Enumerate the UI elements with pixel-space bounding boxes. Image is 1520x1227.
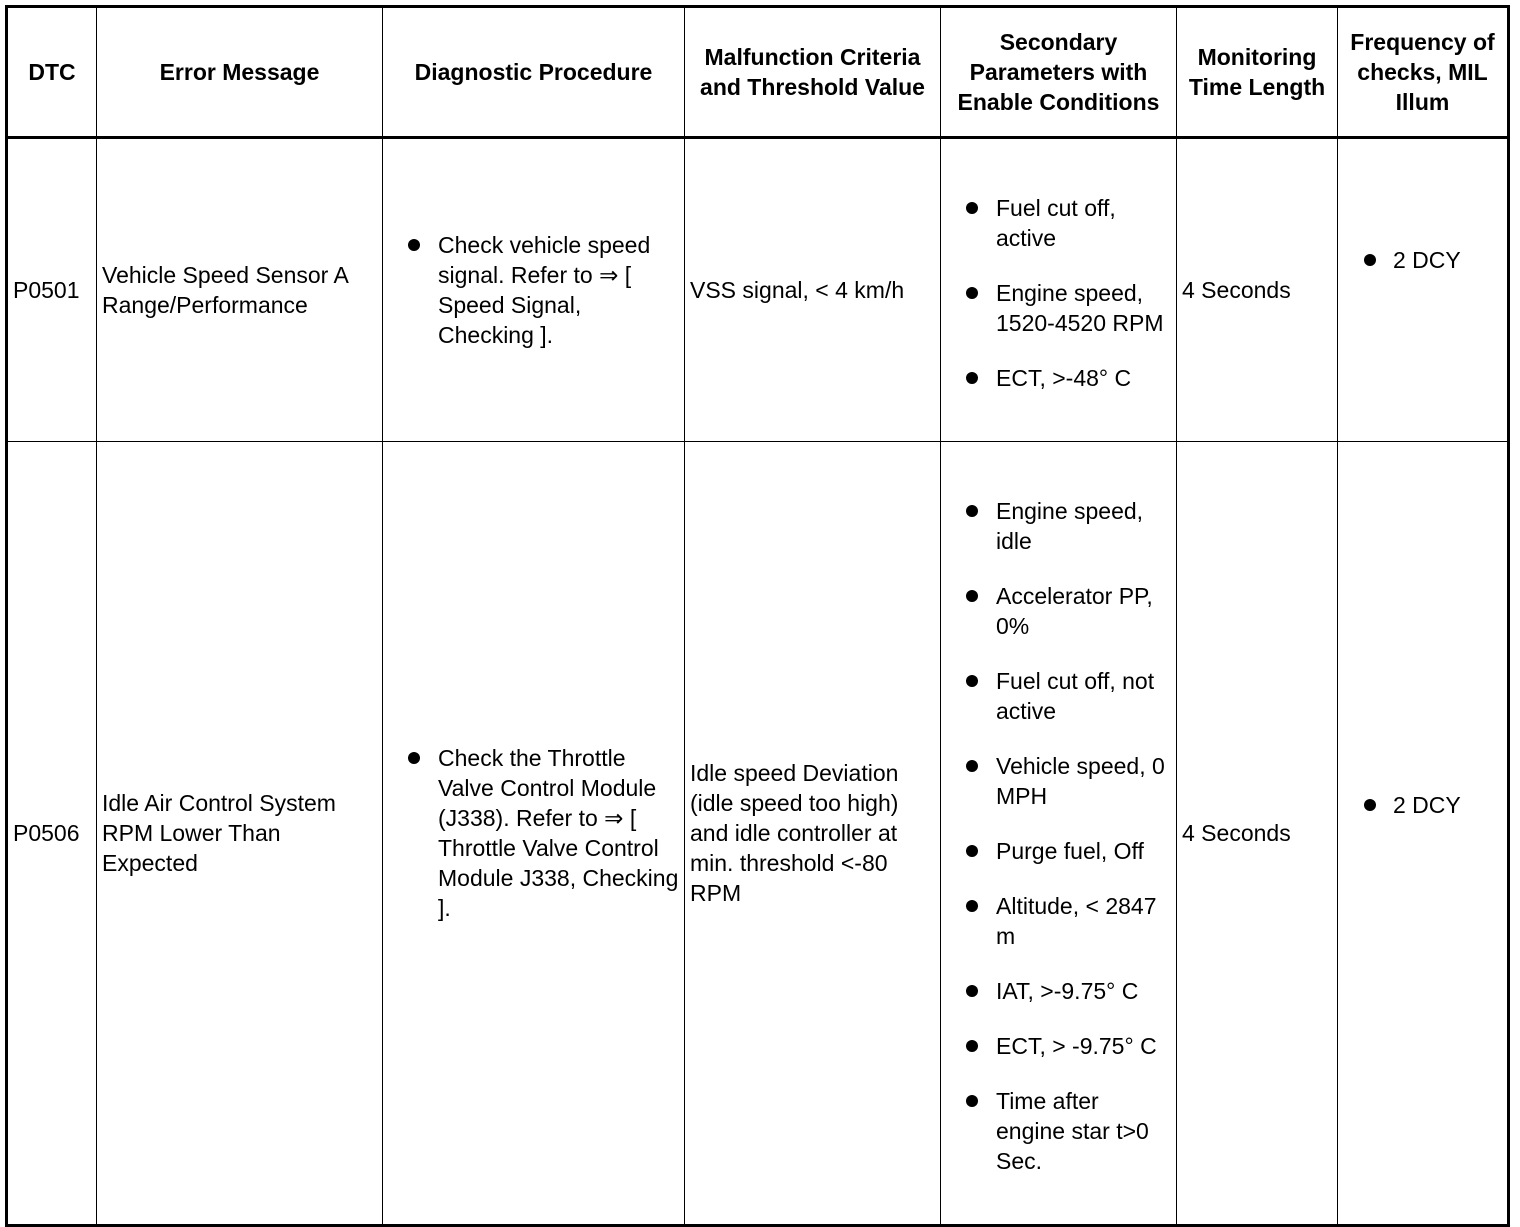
bullet-icon xyxy=(408,752,420,764)
list-item: Vehicle speed, 0 MPH xyxy=(946,751,1173,811)
bullet-icon xyxy=(966,760,978,772)
header-diagnostic-procedure: Diagnostic Procedure xyxy=(383,7,685,138)
list-item: 2 DCY xyxy=(1343,245,1504,275)
cell-frequency xyxy=(1338,442,1509,1226)
cell-error-message: Idle Air Control System RPM Lower Than Expected xyxy=(97,442,383,1226)
list-item: Altitude, < 2847 m xyxy=(946,891,1173,951)
bullet-icon xyxy=(1364,799,1376,811)
bullet-icon xyxy=(966,900,978,912)
bullet-icon xyxy=(966,202,978,214)
header-malfunction-criteria: Malfunction Criteria and Threshold Value xyxy=(685,7,941,138)
bullet-icon xyxy=(966,985,978,997)
list-item: IAT, >-9.75° C xyxy=(946,976,1173,1006)
header-error-message: Error Message xyxy=(97,7,383,138)
bullet-icon xyxy=(966,675,978,687)
bullet-icon xyxy=(966,590,978,602)
dtc-table xyxy=(5,5,1510,1227)
cell-malfunction-criteria: Idle speed Deviation (idle speed too high) and idle controller at min. threshold <-80 RPM xyxy=(685,442,941,1226)
frequency-list xyxy=(1343,245,1504,275)
bullet-icon xyxy=(1364,254,1376,266)
cell-diagnostic-procedure xyxy=(383,442,685,1226)
bullet-icon xyxy=(966,1040,978,1052)
cell-monitoring-time: 4 Seconds xyxy=(1177,442,1338,1226)
list-item: ECT, > -9.75° C xyxy=(946,1031,1173,1061)
list-item: Accelerator PP, 0% xyxy=(946,581,1173,641)
list-item: Engine speed, 1520-4520 RPM xyxy=(946,278,1173,338)
cell-dtc: P0501 xyxy=(7,138,97,442)
frequency-list xyxy=(1343,790,1504,820)
header-secondary-parameters: Secondary Parameters with Enable Conditions xyxy=(941,7,1177,138)
cell-error-message: Vehicle Speed Sensor A Range/Performance xyxy=(97,138,383,442)
bullet-icon xyxy=(966,505,978,517)
header-monitoring-time: Monitoring Time Length xyxy=(1177,7,1338,138)
list-item: Purge fuel, Off xyxy=(946,836,1173,866)
list-item: 2 DCY xyxy=(1343,790,1504,820)
list-item: Fuel cut off, active xyxy=(946,193,1173,253)
procedure-list xyxy=(388,743,681,923)
bullet-icon xyxy=(966,845,978,857)
table-row xyxy=(7,442,1509,1226)
cell-secondary-parameters xyxy=(941,442,1177,1226)
cell-secondary-parameters xyxy=(941,138,1177,442)
cell-diagnostic-procedure xyxy=(383,138,685,442)
table-row xyxy=(7,138,1509,442)
parameter-list xyxy=(946,496,1173,1176)
header-dtc: DTC xyxy=(7,7,97,138)
list-item: Check the Throttle Valve Control Module (J338). Refer to ⇒ [ Throttle Valve Control Module J338, Checking ]. xyxy=(388,743,681,923)
list-item: Check vehicle speed signal. Refer to ⇒ [ Speed Signal, Checking ]. xyxy=(388,230,681,350)
cell-malfunction-criteria: VSS signal, < 4 km/h xyxy=(685,138,941,442)
cell-dtc: P0506 xyxy=(7,442,97,1226)
list-item: Engine speed, idle xyxy=(946,496,1173,556)
cell-monitoring-time: 4 Seconds xyxy=(1177,138,1338,442)
procedure-list xyxy=(388,230,681,350)
list-item: ECT, >-48° C xyxy=(946,363,1173,393)
header-row xyxy=(7,7,1509,138)
list-item: Fuel cut off, not active xyxy=(946,666,1173,726)
cell-frequency xyxy=(1338,138,1509,442)
bullet-icon xyxy=(966,287,978,299)
header-frequency: Frequency of checks, MIL Illum xyxy=(1338,7,1509,138)
bullet-icon xyxy=(966,372,978,384)
list-item: Time after engine star t>0 Sec. xyxy=(946,1086,1173,1176)
bullet-icon xyxy=(408,239,420,251)
parameter-list xyxy=(946,193,1173,393)
bullet-icon xyxy=(966,1095,978,1107)
